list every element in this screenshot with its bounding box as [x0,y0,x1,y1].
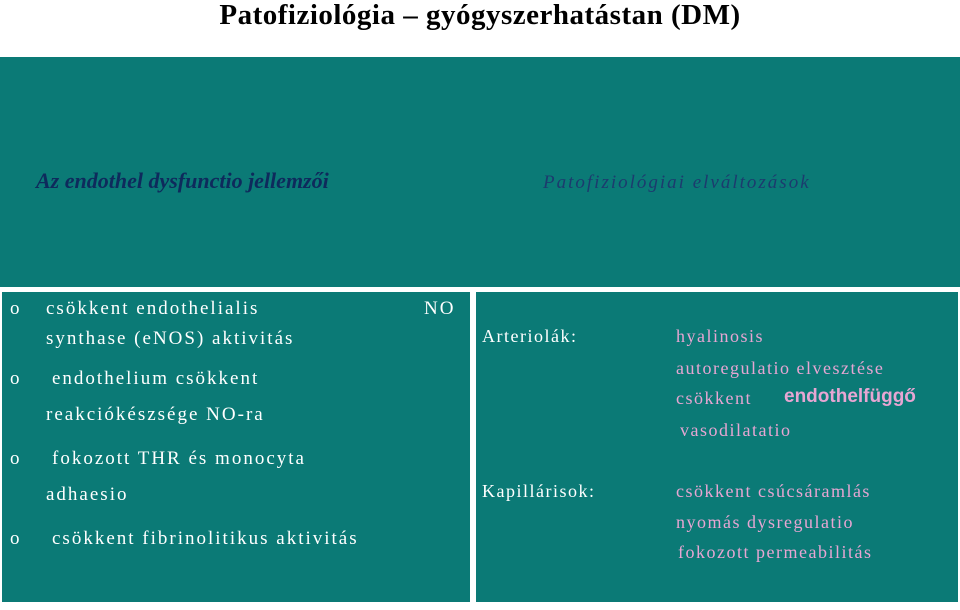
list-item-line: csökkent fibrinolitikus aktivitás [52,528,359,549]
list-item-line: endothelium csökkent [52,368,260,389]
arteriolak-item: endothelfüggő [784,386,916,407]
arteriolak-item: csökkent [676,388,752,408]
list-item-line: NO [424,298,456,319]
arteriolak-label: Arteriolák: [482,326,578,346]
list-item-line: csökkent endothelialis [46,298,260,319]
arteriolak-item: hyalinosis [676,326,765,346]
arteriolak-item: autoregulatio elvesztése [676,358,885,378]
kapillarisok-item: nyomás dysregulatio [676,512,854,532]
kapillarisok-item: csökkent csúcsáramlás [676,481,871,501]
bullet-marker: o [10,368,20,389]
list-item-line: fokozott THR és monocyta [52,448,306,469]
list-item-line: reakciókészsége NO-ra [46,404,265,425]
right-column-heading: Patofiziológiai elváltozások [543,172,811,193]
page-title: Patofiziológia – gyógyszerhatástan (DM) [219,0,741,31]
bullet-marker: o [10,448,20,469]
list-item-line: synthase (eNOS) aktivitás [46,328,295,349]
left-column-heading: Az endothel dysfunctio jellemzői [36,168,329,193]
arteriolak-item: vasodilatatio [680,420,792,440]
list-item-line: adhaesio [46,484,129,505]
bullet-marker: o [10,298,20,319]
bullet-marker: o [10,528,20,549]
kapillarisok-item: fokozott permeabilitás [678,542,873,562]
kapillarisok-label: Kapillárisok: [482,481,596,501]
